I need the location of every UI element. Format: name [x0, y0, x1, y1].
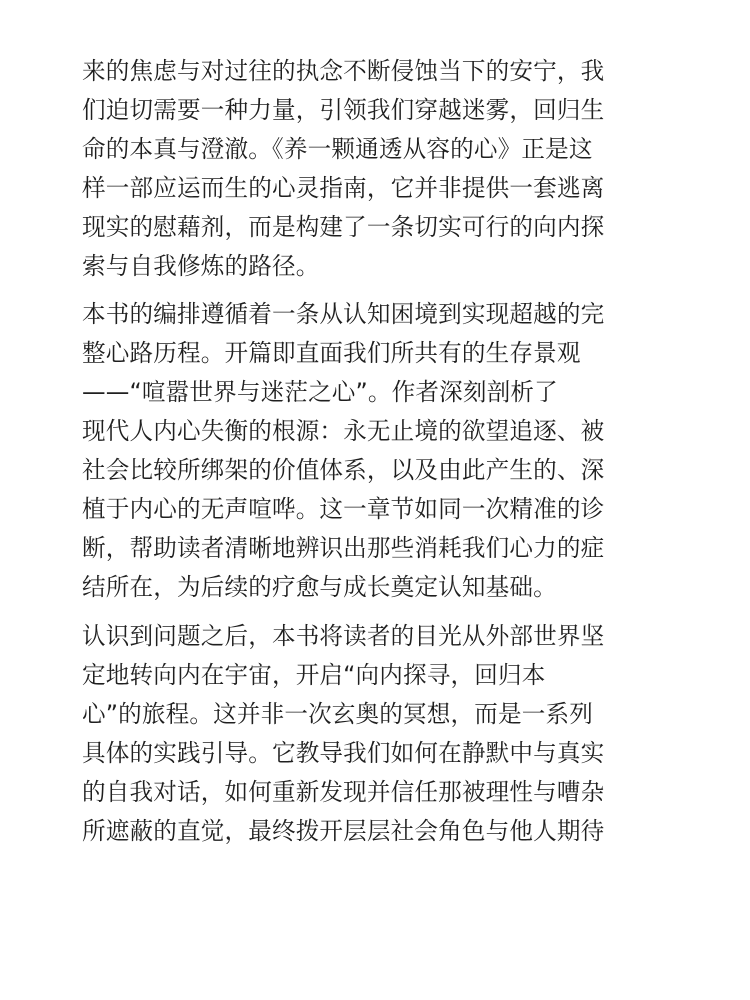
text-line: 具体的实践引导。它教导我们如何在静默中与真实 — [82, 739, 605, 767]
text-line: 定地转向内在宇宙，开启“向内探寻，回归本 — [82, 661, 546, 689]
paragraph-1 — [82, 52, 682, 286]
text-line: 所遮蔽的直觉，最终拨开层层社会角色与他人期待 — [82, 817, 605, 845]
text-line: 现代人内心失衡的根源：永无止境的欲望追逐、被 — [82, 417, 605, 445]
paragraph-3 — [82, 617, 682, 851]
text-line: 断，帮助读者清晰地辨识出那些消耗我们心力的症 — [82, 534, 605, 562]
text-line: 们迫切需要一种力量，引领我们穿越迷雾，回归生 — [82, 96, 605, 124]
text-line: 现实的慰藉剂，而是构建了一条切实可行的向内探 — [82, 213, 605, 241]
text-line: ——“喧嚣世界与迷茫之心”。作者深刻剖析了 — [82, 378, 558, 406]
text-line: 心”的旅程。这并非一次玄奥的冥想，而是一系列 — [82, 700, 593, 728]
text-line: 命的本真与澄澈。《养一颗通透从容的心》正是这 — [82, 135, 593, 163]
text-line: 社会比较所绑架的价值体系，以及由此产生的、深 — [82, 456, 605, 484]
paragraph-2 — [82, 295, 682, 607]
text-line: 结所在，为后续的疗愈与成长奠定认知基础。 — [82, 573, 557, 601]
text-line: 来的焦虑与对过往的执念不断侵蚀当下的安宁，我 — [82, 57, 605, 85]
text-line: 整心路历程。开篇即直面我们所共有的生存景观 — [82, 339, 581, 367]
text-line: 样一部应运而生的心灵指南，它并非提供一套逃离 — [82, 174, 605, 202]
text-line: 的自我对话，如何重新发现并信任那被理性与嘈杂 — [82, 778, 605, 806]
text-line: 本书的编排遵循着一条从认知困境到实现超越的完 — [82, 300, 605, 328]
text-line: 认识到问题之后，本书将读者的目光从外部世界坚 — [82, 622, 605, 650]
text-line: 植于内心的无声喧哗。这一章节如同一次精准的诊 — [82, 495, 605, 523]
text-line: 索与自我修炼的路径。 — [82, 252, 320, 280]
